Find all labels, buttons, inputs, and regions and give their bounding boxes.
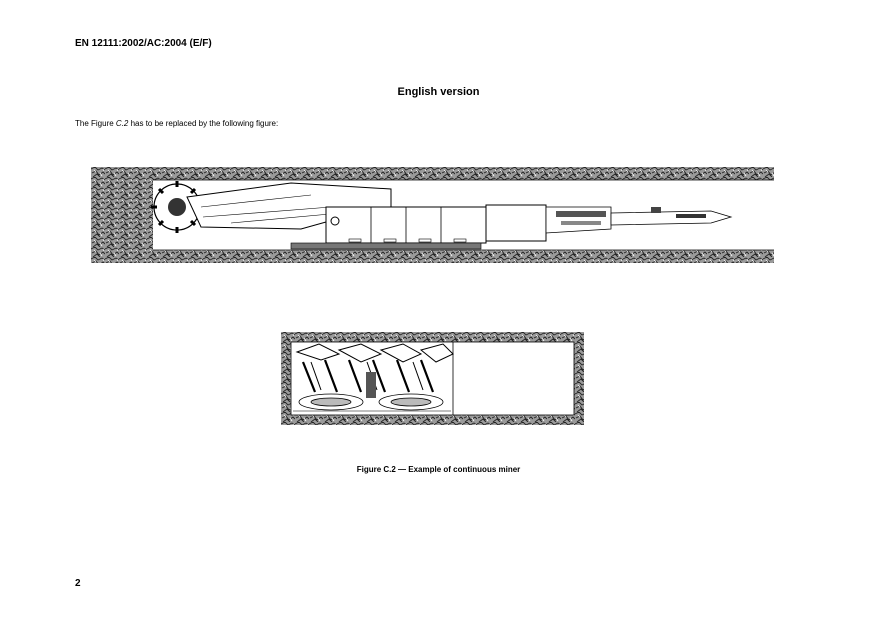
page-number: 2 (75, 578, 81, 589)
document-id: EN 12111:2002/AC:2004 (E/F) (75, 38, 212, 49)
figure-reference: C.2 (115, 119, 129, 128)
intro-text: The Figure C.2 has to be replaced by the following figure: (75, 119, 279, 128)
section-title: English version (397, 86, 480, 98)
miner-front-view (281, 332, 584, 425)
figure-caption: Figure C.2 — Example of continuous miner (356, 465, 521, 474)
miner-side-view (91, 167, 774, 263)
